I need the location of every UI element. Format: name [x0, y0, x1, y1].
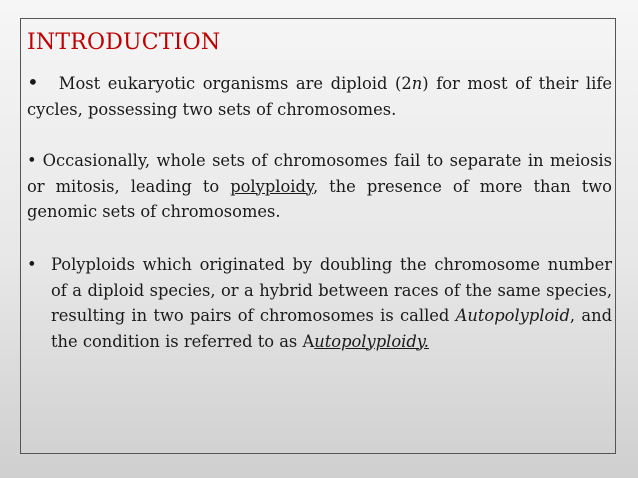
term-first-letter: A — [302, 331, 315, 351]
paragraph-text: , the presence of more than two genomic sets of chromosomes. — [27, 176, 612, 221]
paragraph-polyploidy — [27, 148, 612, 225]
paragraph-text: Polyploids which originated by doubling the chromosome number of a diploid species, or a hybrid between races of the same species, resulting in two pairs of chromosomes is called — [51, 255, 612, 325]
term-polyploidy: polyploidy — [230, 176, 313, 196]
term-autopolyploidy: utopolyploidy. — [314, 331, 429, 351]
italic-n: n — [411, 74, 423, 93]
slide-title: INTRODUCTION — [27, 30, 221, 55]
paragraph-text: ) for most of their life cycles, possessing two sets of chromosomes. — [27, 74, 612, 119]
paragraph-autopolyploid — [27, 252, 612, 354]
bullet: • — [27, 151, 37, 170]
paragraph-diploid — [27, 70, 612, 122]
bullet: • — [27, 255, 37, 274]
paragraph-text: , and the condition is referred to as — [51, 306, 612, 351]
bullet: • — [27, 70, 39, 94]
paragraph-body — [51, 252, 612, 354]
paragraph-text: Most eukaryotic organisms are diploid (2 — [58, 74, 412, 93]
term-autopolyploid: Autopolyploid — [455, 306, 570, 325]
paragraph-text: Occasionally, whole sets of chromosomes fail to separate in meiosis or mitosis, leading to — [27, 151, 612, 196]
